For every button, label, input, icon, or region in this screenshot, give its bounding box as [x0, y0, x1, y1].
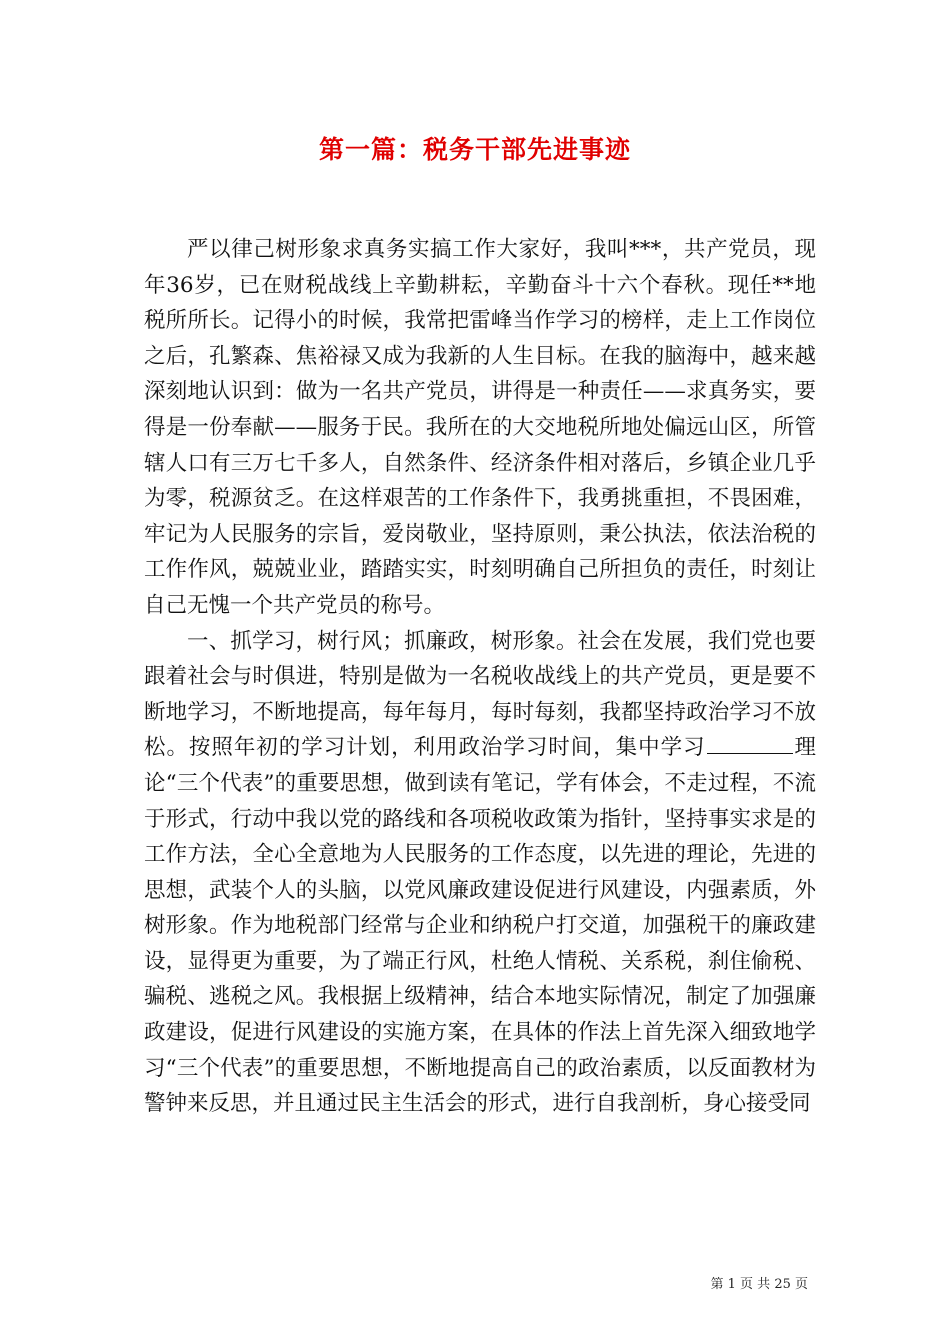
page-footer: 第 1 页 共 25 页 — [710, 1277, 808, 1292]
document-body — [144, 232, 816, 1122]
fill-in-blank — [707, 732, 793, 755]
document-title: 第一篇：税务干部先进事迹 — [318, 135, 631, 164]
paragraph-study-part-1: 一、抓学习，树行风；抓廉政，树形象。社会在发展，我们党也要跟着社会与时俱进，特别是做为一名税收战线上的共产党员，更是要不断地学习，不断地提高，每年每月，每时每刻，我都坚持政治学习不放松。按照年初的学习计划，利用政治学习时间，集中学习 — [144, 628, 816, 761]
paragraph-study-part-2: 理论“三个代表”的重要思想，做到读有笔记，学有体会，不走过程，不流于形式，行动中我以党的路线和各项税收政策为指针，坚持事实求是的工作方法，全心全意地为人民服务的工作态度，以先进的理论，先进的思想，武装个人的头脑，以党风廉政建设促进行风建设，内强素质，外树形象。作为地税部门经常与企业和纳税户打交道，加强税干的廉政建设，显得更为重要，为了端正行风，杜绝人情税、关系税，刹住偷税、骗税、逃税之风。我根据上级精神，结合本地实际情况，制定了加强廉政建设，促进行风建设的实施方案，在具体的作法上首先深入细致地学习“三个代表”的重要思想，不断地提高自己的政治素质，以反面教材为警钟来反思，并且通过民主生活会的形式，进行自我剖析，身心接受同 — [144, 735, 816, 1117]
paragraph-intro: 严以律己树形象求真务实搞工作大家好，我叫***，共产党员，现年36岁，已在财税战线上辛勤耕耘，辛勤奋斗十六个春秋。现任**地税所所长。记得小的时候，我常把雷峰当作学习的榜样，走上工作岗位之后，孔繁森、焦裕禄又成为我新的人生目标。在我的脑海中，越来越深刻地认识到：做为一名共产党员，讲得是一种责任——求真务实，要得是一份奉献——服务于民。我所在的大交地税所地处偏远山区，所管辖人口有三万七千多人，自然条件、经济条件相对落后，乡镇企业几乎为零，税源贫乏。在这样艰苦的工作条件下，我勇挑重担，不畏困难，牢记为人民服务的宗旨，爱岗敬业，坚持原则，秉公执法，依法治税的工作作风，兢兢业业，踏踏实实，时刻明确自己所担负的责任，时刻让自己无愧一个共产党员的称号。 — [144, 237, 816, 618]
paragraph-study — [144, 624, 816, 1122]
